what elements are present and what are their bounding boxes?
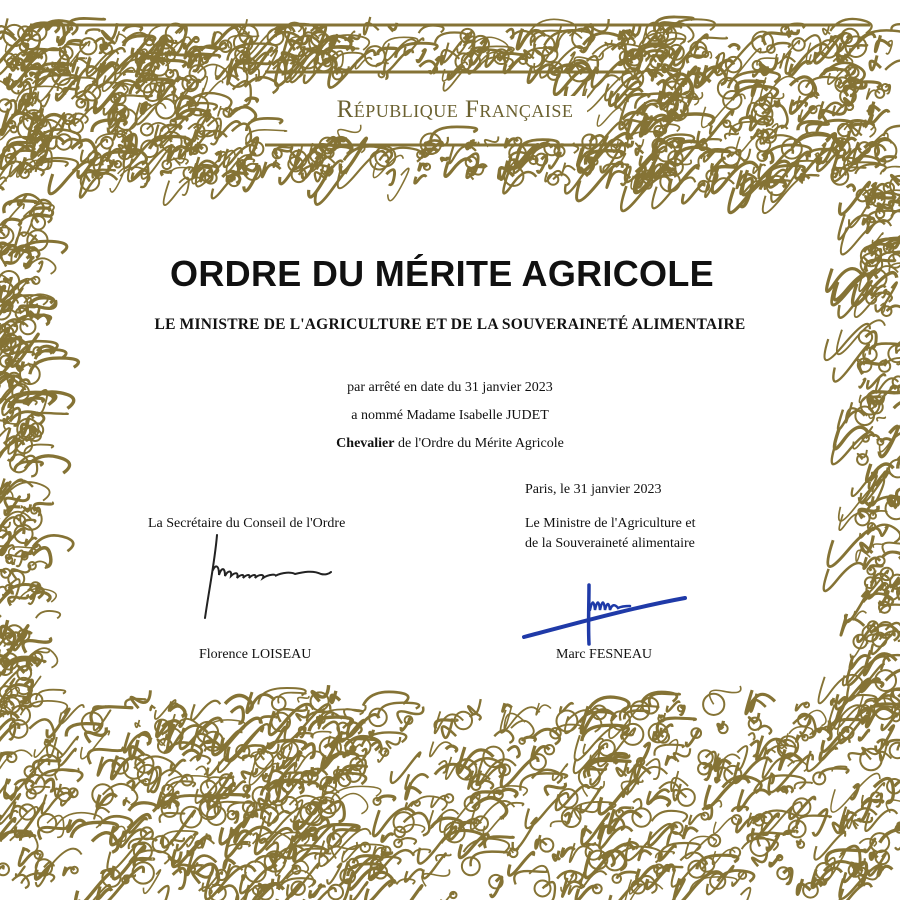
left-signature (195, 530, 345, 625)
right-signatory-title-2: de la Souveraineté alimentaire (525, 536, 695, 551)
issuer-line: LE MINISTRE DE L'AGRICULTURE ET DE LA SOUVERAINETÉ ALIMENTAIRE (154, 316, 746, 333)
rank-line (0, 436, 900, 452)
decree-date-line: par arrêté en date du 31 janvier 2023 (347, 380, 553, 395)
rank: Chevalier (336, 436, 395, 451)
certificate-title: ORDRE DU MÉRITE AGRICOLE (170, 253, 714, 294)
appointee-line: a nommé Madame Isabelle JUDET (351, 408, 549, 423)
rank-rest: de l'Ordre du Mérite Agricole (394, 436, 564, 451)
left-signatory-name: Florence LOISEAU (199, 647, 312, 662)
right-signatory-title-1: Le Ministre de l'Agriculture et (525, 516, 696, 531)
left-signatory-title: La Secrétaire du Conseil de l'Ordre (148, 516, 346, 531)
right-signatory-name: Marc FESNEAU (556, 647, 653, 662)
republic-heading (5, 96, 900, 124)
republic-heading-text: République Française (323, 96, 588, 123)
border-ornaments (0, 17, 900, 900)
right-signature (520, 580, 690, 650)
place-date: Paris, le 31 janvier 2023 (525, 482, 662, 497)
